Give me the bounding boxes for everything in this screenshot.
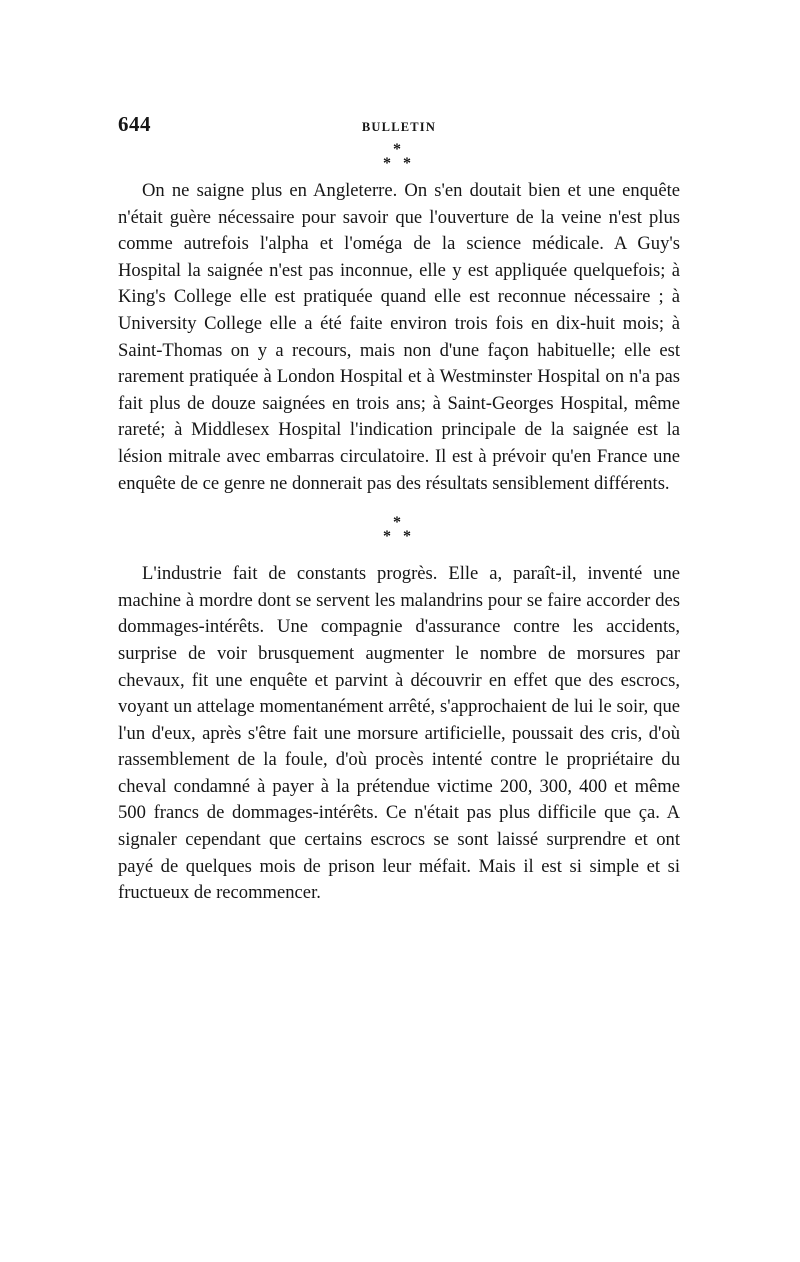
- asterism-separator-1: [379, 142, 419, 174]
- paragraph-bloodletting: On ne saigne plus en Angleterre. On s'en doutait bien et une enquête n'était guère nécessaire pour savoir que l'ouverture de la veine n'est plus comme autrefois l'alpha et l'oméga de la science médicale. A Guy's Hospital la saignée n'est pas inconnue, elle y est appliquée quelquefois; à King's College elle est pratiquée quand elle est reconnue nécessaire ; à University College elle a été faite environ trois fois en dix-huit mois; à Saint-Thomas on y a recours, mais non d'une façon habituelle; elle est rarement pratiquée à London Hospital et à Westminster Hospital on n'a pas fait plus de douze saignées en trois ans; à Saint-Georges Hospital, même rareté; à Middlesex Hospital l'indication principale de la saignée est la lésion mitrale avec embarras circulatoire. Il est à prévoir qu'en France une enquête de ce genre ne donnerait pas des résultats sensiblement différents.: [118, 180, 680, 494]
- asterisk-glyph: *: [393, 514, 401, 532]
- running-head: [118, 112, 680, 142]
- running-title: BULLETIN: [361, 120, 437, 134]
- paragraph-biting-machine: L'industrie fait de constants progrès. Elle a, paraît-il, inventé une machine à mordre dont se servent les malandrins pour se faire accorder des dommages-intérêts. Une compagnie d'assurance contre les accidents, surprise de voir brusquement augmenter le nombre de morsures par chevaux, fit une enquête et parvint à découvrir en effet que des escrocs, voyant un attelage momentanément arrêté, s'approchaient de lui le soir, que l'un d'eux, après s'être fait une morsure artificielle, poussait des cris, d'où rassemblement de la foule, d'où procès intenté contre le propriétaire du cheval condamné à payer à la prétendue victime 200, 300, 400 et même 500 francs de dommages-intérêts. Ce n'était pas plus difficile que ça. A signaler cependant que certains escrocs se sont laissé surprendre et ont payé de quelques mois de prison leur méfait. Mais il est si simple et si fructueux de recommencer.: [118, 563, 680, 904]
- asterisk-glyph: *: [383, 528, 391, 546]
- asterisk-glyph: *: [393, 141, 401, 158]
- asterisk-glyph: *: [383, 155, 391, 172]
- asterisk-glyph: *: [403, 528, 411, 546]
- asterism-separator-2: [379, 515, 419, 547]
- asterisk-glyph: *: [403, 155, 411, 172]
- page-number: 644: [118, 112, 151, 136]
- document-page: [118, 112, 680, 907]
